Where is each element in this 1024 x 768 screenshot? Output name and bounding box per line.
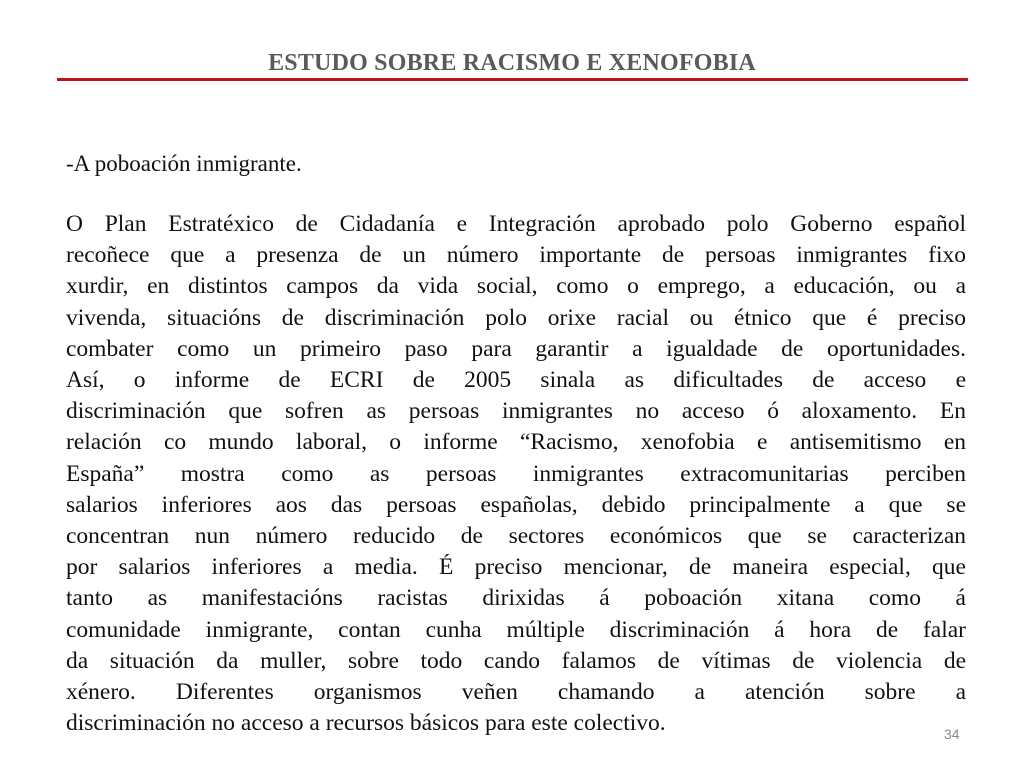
body-line: por salarios inferiores a media. É preciso mencionar, de maneira especial, que bbox=[66, 554, 966, 581]
body-line: O Plan Estratéxico de Cidadanía e Integración aprobado polo Goberno español bbox=[66, 211, 966, 237]
body-line: xénero. Diferentes organismos veñen chamando a atención sobre a bbox=[66, 679, 966, 706]
section-subheading: -A poboación inmigrante. bbox=[66, 151, 302, 176]
body-line: recoñece que a presenza de un número importante de persoas inmigrantes fixo bbox=[66, 242, 966, 269]
body-line: relación co mundo laboral, o informe “Racismo, xenofobia e antisemitismo en bbox=[66, 429, 966, 456]
body-line: vivenda, situacións de discriminación polo orixe racial ou étnico que é preciso bbox=[66, 304, 966, 331]
body-line: concentran nun número reducido de sectores económicos que se caracterizan bbox=[66, 523, 966, 550]
body-line: Así, o informe de ECRI de 2005 sinala as dificultades de acceso e bbox=[66, 367, 966, 394]
body-line: tanto as manifestacións racistas dirixidas á poboación xitana como á bbox=[66, 585, 966, 612]
slide-title: ESTUDO SOBRE RACISMO E XENOFOBIA bbox=[268, 50, 756, 76]
body-line: xurdir, en distintos campos da vida social, como o emprego, a educación, ou a bbox=[66, 273, 966, 300]
body-line: comunidade inmigrante, contan cunha múltiple discriminación á hora de falar bbox=[66, 616, 966, 643]
body-line: discriminación que sofren as persoas inmigrantes no acceso ó aloxamento. En bbox=[66, 398, 966, 425]
body-line: combater como un primeiro paso para garantir a igualdade de oportunidades. bbox=[66, 335, 966, 362]
page-number: 34 bbox=[944, 726, 960, 742]
title-underline-rule bbox=[57, 78, 968, 81]
body-line: España” mostra como as persoas inmigrantes extracomunitarias perciben bbox=[66, 460, 966, 487]
body-line: da situación da muller, sobre todo cando falamos de vítimas de violencia de bbox=[66, 647, 966, 674]
body-paragraph bbox=[66, 209, 966, 739]
body-line: discriminación no acceso a recursos básicos para este colectivo. bbox=[66, 710, 666, 737]
body-line: salarios inferiores aos das persoas españolas, debido principalmente a que se bbox=[66, 491, 966, 518]
